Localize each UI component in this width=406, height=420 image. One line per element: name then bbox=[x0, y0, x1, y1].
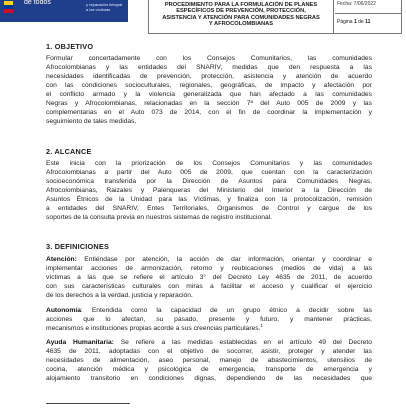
footnote-divider bbox=[46, 403, 130, 404]
objetivo-paragraph bbox=[46, 54, 372, 126]
definition-autonomia bbox=[46, 306, 372, 333]
document-date: Fecha: 7/06/2022 bbox=[335, 0, 401, 14]
text-line: mecanismos e instituciones propias acorde a sus creencias particulares. bbox=[46, 325, 261, 332]
text-line: Afrocolombianas, Raizales y Palenqueras del Ministerio del Interior a la Dirección de bbox=[46, 187, 372, 194]
title-line: PROCEDIMIENTO PARA LA FORMULACIÓN DE PLANES bbox=[164, 2, 318, 8]
colombia-flag-icon bbox=[4, 1, 13, 13]
page-of-label: de bbox=[358, 19, 364, 25]
page-label: Página bbox=[337, 19, 353, 25]
text-line: cocina, atención médica y psicológica de emergencia, transporte de emergencia y bbox=[46, 366, 372, 373]
text-line: necesidades de alimentación, aseo personal, manejo de abastecimientos, utensilios de bbox=[46, 357, 372, 364]
procedure-title bbox=[149, 0, 334, 33]
section-heading-alcance: 2. ALCANCE bbox=[46, 147, 92, 156]
page-total: 11 bbox=[365, 19, 371, 25]
text-line: Entiéndase por atención, la acción de dar información, orientar y coordinar e bbox=[76, 256, 372, 263]
logo-subtitle: y reparación integral a las víctimas bbox=[86, 2, 123, 12]
footnote-reference[interactable]: 1 bbox=[260, 322, 263, 328]
title-line: ASISTENCIA Y ATENCIÓN PARA COMUNIDADES NEGRAS bbox=[162, 14, 320, 21]
title-line: ESPECÍFICOS DE PREVENCIÓN, PROTECCIÓN, bbox=[176, 8, 306, 15]
page-number bbox=[335, 14, 401, 33]
text-line: necesidades identificadas de prevención, protección, asistencia y atención de acuerdo bbox=[46, 73, 372, 80]
alcance-paragraph bbox=[46, 159, 372, 222]
definition-term: Atención: bbox=[46, 256, 77, 263]
text-line: Asuntos Étnicos de la Unidad para las Víctimas, y finaliza con la protocolización, remisión bbox=[46, 196, 372, 203]
text-line: alojamiento transitorio en condiciones dignas, dependiendo de las necesidades que bbox=[46, 375, 372, 382]
header-meta bbox=[335, 0, 401, 33]
text-line: complementarias en el Auto 073 de 2014, con el fin de coordinar la implementación y bbox=[46, 109, 372, 116]
document-header bbox=[0, 0, 406, 36]
text-line: con sus características culturales con miras a facilitar el acceso y cualificar el ejercicio bbox=[46, 283, 372, 290]
definition-atencion bbox=[46, 255, 372, 300]
text-line: : Entendida como la capacidad de un grupo étnico a decidir sobre las bbox=[80, 307, 372, 314]
text-line: 4635 de 2011, adoptadas con el objetivo de socorrer, asistir, proteger y atender las bbox=[46, 348, 372, 355]
text-line: Negras y Afrocolombianas, relacionadas en la sección 7ª del Auto 005 de 2009 y las bbox=[46, 100, 372, 107]
section-heading-objetivo: 1. OBJETIVO bbox=[46, 42, 94, 51]
header-table bbox=[148, 0, 402, 34]
text-line: con las condiciones socioculturales, regionales, geográficas, de impacto y afectación por bbox=[46, 82, 372, 89]
text-line: soportes de la consulta previa en nuestros sistemas de registro institucional. bbox=[46, 214, 273, 221]
logo-slogan: de todos bbox=[24, 0, 51, 6]
text-line: Formular concertadamente con los Consejos Comunitarios, las comunidades bbox=[46, 55, 372, 62]
text-line: socioeconómica transferida por la Dirección de Asuntos para Comunidades Negras, bbox=[46, 178, 372, 185]
definition-term: Autonomía bbox=[46, 307, 81, 314]
text-line: víctimas a las que se refiere el artículo 3° del Decreto Ley 4635 de 2011, de acuerdo bbox=[46, 274, 372, 281]
text-line: de los derechos a la verdad, justicia y reparación. bbox=[46, 292, 193, 299]
text-line: Se refiere a las medidas establecidas en el artículo 49 del Decreto bbox=[113, 339, 372, 346]
text-line: a entidades del SNARIV, Entes Territoriales, Organismos de Control y cargue de los bbox=[46, 205, 372, 212]
section-heading-definiciones: 3. DEFINICIONES bbox=[46, 242, 110, 251]
page-current: 1 bbox=[353, 19, 357, 25]
text-line: acciones que lo afectan, su pasado, presente y futuro, y mantener prácticas, bbox=[46, 316, 372, 323]
text-line: Afrocolombianas a partir del Auto 005 de 2009, que cuentan con la caracterización bbox=[46, 169, 372, 176]
title-line: Y AFROCOLOMBIANAS bbox=[208, 20, 274, 27]
text-line: Afrocolombianas y las entidades del SNARIV, medidas que den respuesta a las bbox=[46, 64, 372, 71]
definition-term: Ayuda Humanitaria: bbox=[46, 339, 114, 346]
text-line: seguimiento de tales medidas. bbox=[46, 118, 137, 125]
text-line: Este inicia con la priorización de los Consejos Comunitarios y las comunidades bbox=[46, 160, 372, 167]
text-line: el conflicto armado y la violencia generalizada que han afectado a las comunidades bbox=[46, 91, 372, 98]
institution-logo bbox=[0, 0, 128, 22]
definition-ayuda-humanitaria bbox=[46, 338, 372, 383]
text-line: implementar acciones de armonización, retorno y reubicaciones (medios de vida) a las bbox=[46, 265, 372, 272]
